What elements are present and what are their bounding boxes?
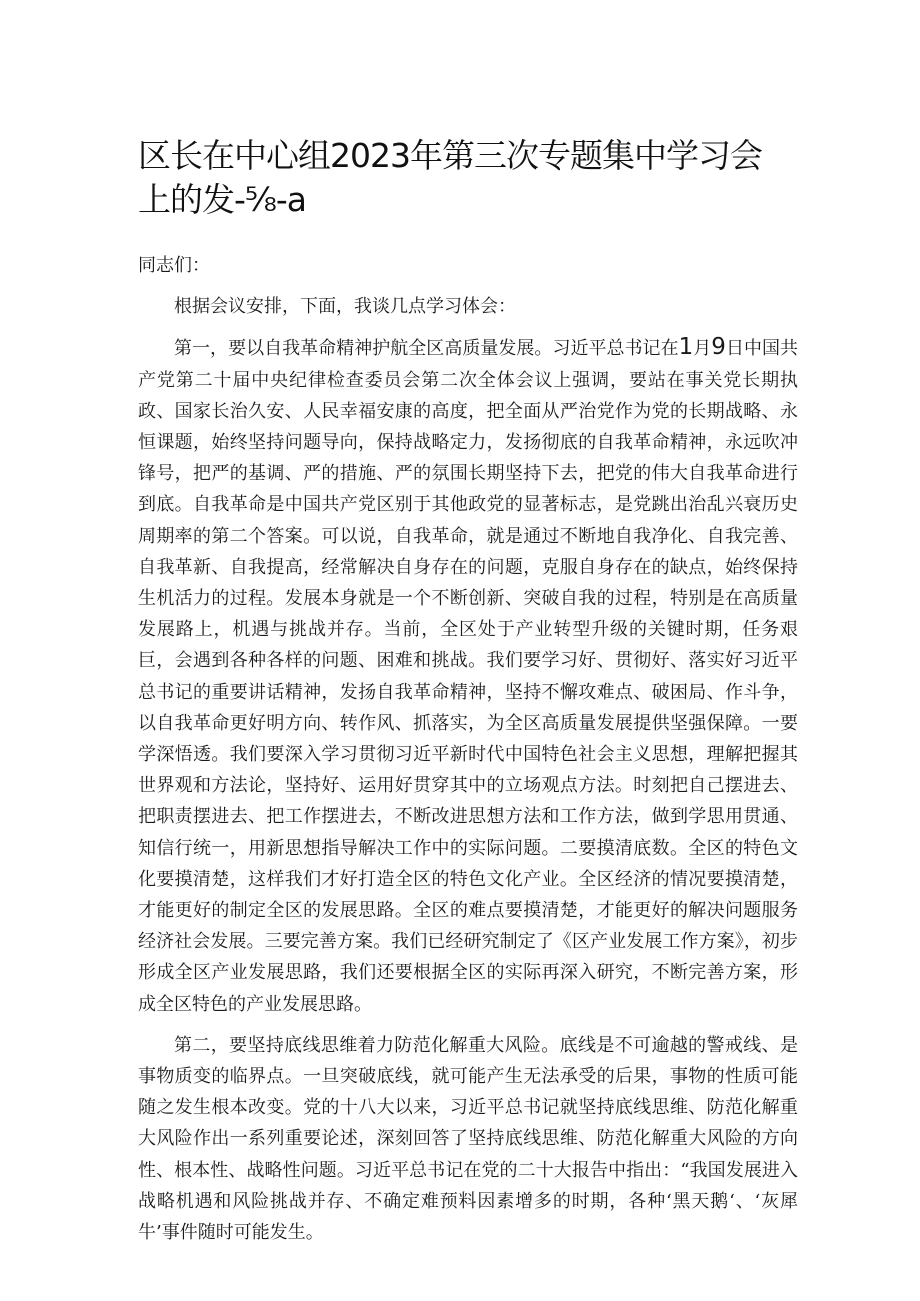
paragraph-first [138,332,798,1019]
date-month: 1 [678,334,694,361]
paragraph-first-text-a: 第一，要以自我革命精神护航全区高质量发展。习近平总书记在 [174,338,679,360]
intro-paragraph: 根据会议安排，下面，我谈几点学习体会： [174,296,516,318]
document-body [138,250,798,1258]
paragraph-second: 第二，要坚持底线思维着力防范化解重大风险。底线是不可逾越的警戒线、是事物质变的临界点。一旦突破底线，就可能产生无法承受的后果，事物的性质可能随之发生根本改变。党的十八大以来，习近平总书记就坚持底线思维、防范化解重大风险作出一系列重要论述，深刻回答了坚持底线思维、防范化解重大风险的方向性、根本性、战略性问题。习近平总书记在党的二十大报告中指出：“我国发展进入战略机遇和风险挑战并存、不确定难预料因素增多的时期，各种‘黑天鹅‘、‘灰犀牛’事件随时可能发生。 [138,1034,798,1244]
salutation: 同志们： [138,255,210,276]
document-title: 区长在中心组2023年第三次专题集中学习会上的发-⅝-a [138,136,762,219]
date-day: 9 [711,334,726,361]
paragraph-first-text-c: 日中国共产党第二十届中央纪律检查委员会第二次全体会议上强调，要站在事关党长期执政、国家长治久安、人民幸福安康的高度，把全面从严治党作为党的长期战略、永恒课题，始终坚持问题导向，保持战略定力，发扬彻底的自我革命精神，永远吹冲锋号，把严的基调、严的措施、严的氛围长期坚持下去，把党的伟大自我革命进行到底。自我革命是中国共产党区别于其他政党的显著标志，是党跳出治乱兴衰历史周期率的第二个答案。可以说，自我革命，就是通过不断地自我净化、自我完善、自我革新、自我提高，经常解决自身存在的问题，克服自身存在的缺点，始终保持生机活力的过程。发展本身就是一个不断创新、突破自我的过程，特别是在高质量发展路上，机遇与挑战并存。当前，全区处于产业转型升级的关键时期，任务艰巨，会遇到各种各样的问题、困难和挑战。我们要学习好、贯彻好、落实好习近平总书记的重要讲话精神，发扬自我革命精神，坚持不懈攻难点、破困局、作斗争，以自我革命更好明方向、转作风、抓落实，为全区高质量发展提供坚强保障。一要学深悟透。我们要深入学习贯彻习近平新时代中国特色社会主义思想，理解把握其世界观和方法论，坚持好、运用好贯穿其中的立场观点方法。时刻把自己摆进去、把职责摆进去、把工作摆进去，不断改进思想方法和工作方法，做到学思用贯通、知信行统一，用新思想指导解决工作中的实际问题。二要摸清底数。全区的特色文化要摸清楚，这样我们才好打造全区的特色文化产业。全区经济的情况要摸清楚，才能更好的制定全区的发展思路。全区的难点要摸清楚，才能更好的解决问题服务经济社会发展。三要完善方案。我们已经研究制定了《区产业发展工作方案》，初步形成全区产业发展思路，我们还要根据全区的实际再深入研究，不断完善方案，形成全区特色的产业发展思路。 [138,338,799,1015]
paragraph-first-text-b: 月 [693,338,712,360]
